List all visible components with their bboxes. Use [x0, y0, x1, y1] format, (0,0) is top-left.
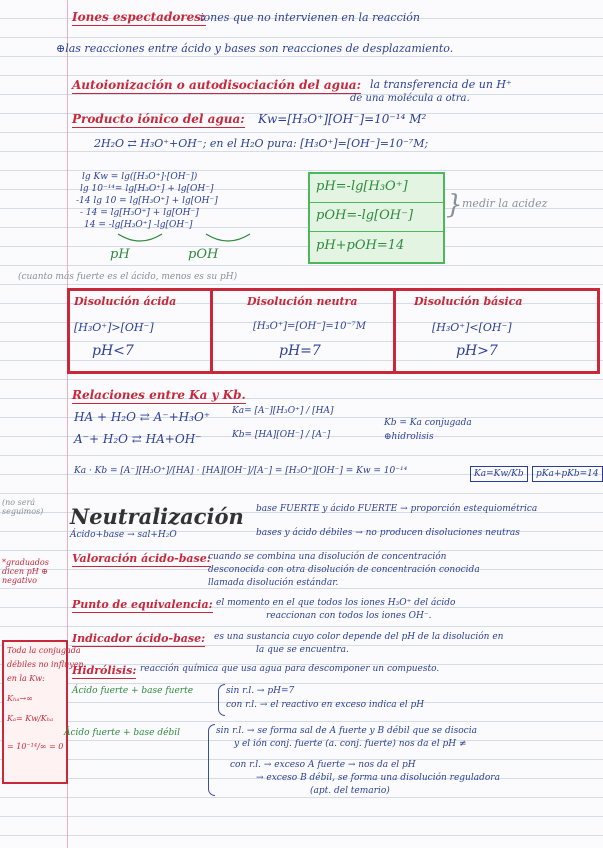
neutralizacion-formula: Ácido+base → sal+H₂O [70, 530, 177, 540]
acida-relation: [H₃O⁺]>[OH⁻] [74, 321, 154, 334]
iones-espectadores-text: iones que no intervienen en la reacción [200, 11, 420, 24]
kb-expression: Kb= [HA][OH⁻] / [A⁻] [232, 430, 331, 440]
relacion-eq2: A⁻+ H₂O ⇄ HA+OH⁻ [74, 432, 202, 446]
cuanto-mas-note: (cuanto más fuerte es el ácido, menos es su pH) [18, 272, 238, 282]
ph-row [310, 174, 443, 203]
basica-relation: [H₃O⁺]<[OH⁻] [432, 321, 512, 334]
cell-neutra [213, 291, 396, 371]
autoionizacion-text-1: la transferencia de un H⁺ [370, 78, 512, 91]
medir-acidez: medir la acidez [462, 197, 548, 210]
valoracion-text-3: llamada disolución estándar. [208, 578, 339, 588]
cell-basica [396, 291, 594, 371]
caso-debil-4: → exceso B débil, se forma una disolución reguladora [256, 773, 500, 783]
acida-title: Disolución ácida [74, 295, 177, 308]
basica-title: Disolución básica [414, 295, 523, 308]
ph-formula: pH=-lg[H₃O⁺] [316, 179, 408, 194]
desplazamiento-note: ⊕las reacciones entre ácido y bases son reacciones de desplazamiento. [56, 42, 454, 55]
derivation-line-5: 14 = -lg[H₃O⁺] -lg[OH⁻] [84, 220, 193, 230]
neutralizacion-side-note: (no será seguimos) [2, 498, 44, 516]
valoracion-term: Valoración ácido-base: [72, 552, 211, 565]
conjugada-side-box [2, 640, 84, 784]
neutralizacion-title: Neutralización [70, 504, 244, 529]
equivalencia-text-2: reaccionan con todos los iones OH⁻. [266, 611, 432, 621]
derivation-line-2: lg 10⁻¹⁴= lg[H₃O⁺] + lg[OH⁻] [80, 184, 214, 194]
ka-kb-product: Ka · Kb = [A⁻][H₃O⁺]/[HA] · [HA][OH⁻]/[A⁻] = [H₃O⁺][OH⁻] = Kw = 10⁻¹⁴ [74, 466, 408, 476]
neutra-relation: [H₃O⁺]=[OH⁻]=10⁻⁷M [253, 321, 367, 332]
derivation-line-4: - 14 = lg[H₃O⁺] + lg[OH⁻] [80, 208, 199, 218]
acida-ph: pH<7 [92, 343, 134, 359]
side-box-line-3: en la Kw: [7, 674, 45, 683]
ph-poh-sum: pH+pOH=14 [316, 238, 405, 253]
ph-formula-box [308, 172, 445, 264]
indicador-text-1: es una sustancia cuyo color depende del pH de la disolución en [214, 632, 504, 642]
neutra-title: Disolución neutra [247, 295, 358, 308]
valoracion-side-note: *graduados dicen pH ⊕ negativo [2, 558, 49, 585]
ka-expression: Ka= [A⁻][H₃O⁺] / [HA] [232, 406, 334, 416]
basica-ph: pH>7 [456, 343, 498, 359]
neutralizacion-fuerte: base FUERTE y ácido FUERTE → proporción estequiométrica [256, 504, 538, 514]
relaciones-title: Relaciones entre Ka y Kb. [72, 388, 246, 402]
brace-icon: } [446, 190, 463, 220]
valoracion-text-1: cuando se combina una disolución de concentración [208, 552, 447, 562]
poh-formula: pOH=-lg[OH⁻] [316, 208, 414, 223]
caso-fuerte-brace [218, 684, 225, 716]
neutra-ph: pH=7 [279, 343, 321, 359]
hidrolisis-text: reacción química que usa agua para descomponer un compuesto. [140, 664, 440, 674]
pka-pkb-box: pKa+pKb=14 [532, 466, 603, 482]
poh-row [310, 203, 443, 232]
indicador-term: Indicador ácido-base: [72, 632, 206, 645]
producto-ionico-term: Producto iónico del agua: [72, 112, 245, 126]
kb-conjugada: Kb = Ka conjugada [384, 418, 472, 428]
equilibrio-line: 2H₂O ⇄ H₃O⁺+OH⁻; en el H₂O pura: [H₃O⁺]=[OH⁻]=10⁻⁷M; [94, 137, 429, 150]
side-box-line-1: Toda la conjugada [7, 646, 81, 655]
caso-debil-brace [208, 724, 215, 796]
caso-debil-5: (apt. del temario) [310, 786, 390, 796]
derivation-line-3: -14 lg 10 = lg[H₃O⁺] + lg[OH⁻] [76, 196, 218, 206]
side-box-line-6: = 10⁻¹⁴/∞ = 0 [7, 742, 64, 751]
ph-label: pH [110, 247, 130, 262]
relacion-eq1: HA + H₂O ⇄ A⁻+H₃O⁺ [74, 410, 211, 424]
caso-debil-3: con r.l. → exceso A fuerte → nos da el pH [230, 760, 416, 770]
caso-debil-label: Ácido fuerte + base débil [64, 728, 180, 738]
dissolution-table [67, 288, 600, 374]
valoracion-text-2: desconocida con otra disolución de concentración conocida [208, 565, 480, 575]
indicador-text-2: la que se encuentra. [256, 645, 349, 655]
producto-ionico-formula: Kw=[H₃O⁺][OH⁻]=10⁻¹⁴ M² [258, 112, 427, 126]
side-box-line-4: Kₕₐ→∞ [7, 694, 33, 703]
iones-espectadores-term: Iones espectadores: [72, 10, 206, 24]
equivalencia-term: Punto de equivalencia: [72, 598, 213, 611]
hidrolisis-term: Hidrólisis: [72, 664, 137, 677]
poh-label: pOH [188, 247, 219, 262]
hidrolisis-note: ⊕hidrolisis [384, 432, 434, 442]
ka-kw-kb-box: Ka=Kw/Kb [470, 466, 528, 482]
caso-debil-2: y el ión conj. fuerte (a. conj. fuerte) nos da el pH ≠ [234, 739, 467, 749]
side-box-line-5: Kₐ= Kw/Kₕₐ [7, 714, 54, 723]
derivation-line-1: lg Kw = lg([H₃O⁺]·[OH⁻]) [82, 172, 198, 182]
caso-fuerte-1: sin r.l. → pH=7 [226, 686, 295, 696]
autoionizacion-text-2: de una molécula a otra. [350, 93, 470, 104]
equivalencia-text-1: el momento en el que todos los iones H₃O⁺ del ácido [216, 598, 456, 608]
sum-row [310, 232, 443, 260]
caso-fuerte-label: Ácido fuerte + base fuerte [72, 686, 194, 696]
caso-fuerte-2: con r.l. → el reactivo en exceso indica el pH [226, 700, 425, 710]
autoionizacion-term: Autoionización o autodisociación del agua: [72, 78, 361, 92]
caso-debil-1: sin r.l. → se forma sal de A fuerte y B débil que se disocia [216, 726, 477, 736]
cell-acida [70, 291, 213, 371]
neutralizacion-debiles: bases y ácido débiles → no producen disoluciones neutras [256, 528, 520, 538]
side-box-line-2: débiles no influyen [7, 660, 84, 669]
